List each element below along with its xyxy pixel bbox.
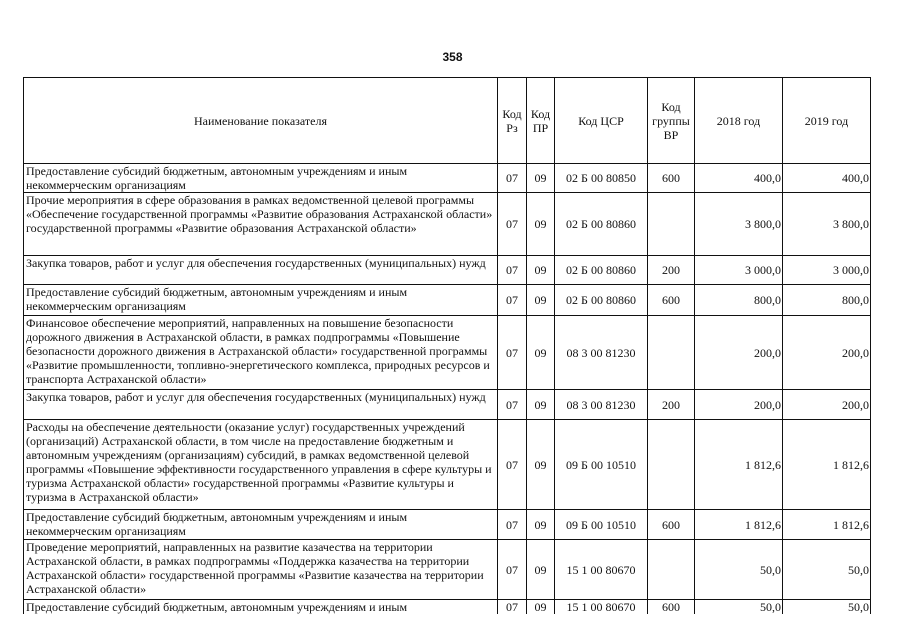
row-2019: 1 812,6 (783, 510, 871, 540)
header-pr: Код ПР (527, 78, 555, 164)
row-csr: 02 Б 00 80860 (555, 285, 648, 316)
row-name: Закупка товаров, работ и услуг для обеспечения государственных (муниципальных) нужд (24, 390, 498, 420)
row-2019: 800,0 (783, 285, 871, 316)
page-number: 358 (442, 50, 463, 64)
row-2018: 50,0 (695, 600, 783, 615)
row-2019: 400,0 (783, 164, 871, 193)
row-pr: 09 (527, 193, 555, 256)
header-2019: 2019 год (783, 78, 871, 164)
table-row (24, 540, 871, 600)
row-name: Финансовое обеспечение мероприятий, направленных на повышение безопасности дорожного движения в Астраханской области, в рамках подпрограммы «Повышение безопасности дорожного движения в Астраханской области» государственной программы «Развитие промышленности, топливно-энергетического комплекса, природных ресурсов и транспорта Астраханской области» (24, 316, 498, 390)
row-vr: 600 (648, 510, 695, 540)
row-csr: 09 Б 00 10510 (555, 420, 648, 510)
row-name: Закупка товаров, работ и услуг для обеспечения государственных (муниципальных) нужд (24, 256, 498, 285)
row-pr: 09 (527, 316, 555, 390)
row-rz: 07 (498, 285, 527, 316)
header-name: Наименование показателя (24, 78, 498, 164)
row-pr: 09 (527, 510, 555, 540)
table-row (24, 390, 871, 420)
row-2019: 1 812,6 (783, 420, 871, 510)
row-name: Предоставление субсидий бюджетным, автономным учреждениям и иным (24, 600, 498, 615)
row-vr: 600 (648, 164, 695, 193)
row-2019: 50,0 (783, 600, 871, 615)
row-rz: 07 (498, 193, 527, 256)
row-csr: 08 3 00 81230 (555, 316, 648, 390)
row-2019: 3 000,0 (783, 256, 871, 285)
header-csr: Код ЦСР (555, 78, 648, 164)
row-vr (648, 420, 695, 510)
row-2018: 200,0 (695, 390, 783, 420)
row-2019: 3 800,0 (783, 193, 871, 256)
row-vr (648, 316, 695, 390)
table-row (24, 193, 871, 256)
row-vr: 600 (648, 285, 695, 316)
table-row (24, 164, 871, 193)
row-2018: 400,0 (695, 164, 783, 193)
table-row (24, 256, 871, 285)
row-2018: 1 812,6 (695, 420, 783, 510)
table-row (24, 420, 871, 510)
row-vr: 600 (648, 600, 695, 615)
row-pr: 09 (527, 600, 555, 615)
row-csr: 08 3 00 81230 (555, 390, 648, 420)
row-name: Предоставление субсидий бюджетным, автономным учреждениям и иным некоммерческим организациям (24, 285, 498, 316)
row-csr: 15 1 00 80670 (555, 540, 648, 600)
row-2018: 800,0 (695, 285, 783, 316)
row-2018: 3 000,0 (695, 256, 783, 285)
row-csr: 02 Б 00 80860 (555, 193, 648, 256)
row-2018: 1 812,6 (695, 510, 783, 540)
row-rz: 07 (498, 256, 527, 285)
row-rz: 07 (498, 510, 527, 540)
row-name: Проведение мероприятий, направленных на развитие казачества на территории Астраханской области, в рамках подпрограммы «Поддержка казачества на территории Астраханской области» государственной программы «Развитие казачества на территории Астраханской области» (24, 540, 498, 600)
row-vr (648, 193, 695, 256)
row-csr: 02 Б 00 80850 (555, 164, 648, 193)
row-vr (648, 540, 695, 600)
row-2019: 200,0 (783, 316, 871, 390)
row-pr: 09 (527, 420, 555, 510)
row-pr: 09 (527, 164, 555, 193)
row-2018: 200,0 (695, 316, 783, 390)
row-csr: 15 1 00 80670 (555, 600, 648, 615)
row-rz: 07 (498, 390, 527, 420)
row-rz: 07 (498, 600, 527, 615)
row-rz: 07 (498, 316, 527, 390)
row-vr: 200 (648, 256, 695, 285)
row-pr: 09 (527, 540, 555, 600)
row-rz: 07 (498, 540, 527, 600)
header-vr: Код группы ВР (648, 78, 695, 164)
row-name: Предоставление субсидий бюджетным, автономным учреждениям и иным некоммерческим организациям (24, 510, 498, 540)
row-rz: 07 (498, 420, 527, 510)
header-2018: 2018 год (695, 78, 783, 164)
row-rz: 07 (498, 164, 527, 193)
row-name: Прочие мероприятия в сфере образования в рамках ведомственной целевой программы «Обеспечение государственной программы «Развитие образования Астраханской области» государственной программы «Развитие образования Астраханской области» (24, 193, 498, 256)
row-2018: 50,0 (695, 540, 783, 600)
row-csr: 02 Б 00 80860 (555, 256, 648, 285)
row-2019: 50,0 (783, 540, 871, 600)
table-row (24, 600, 871, 615)
row-pr: 09 (527, 285, 555, 316)
table-row (24, 510, 871, 540)
table-row (24, 316, 871, 390)
row-name: Предоставление субсидий бюджетным, автономным учреждениям и иным некоммерческим организациям (24, 164, 498, 193)
table-row (24, 285, 871, 316)
row-2019: 200,0 (783, 390, 871, 420)
header-rz: Код Рз (498, 78, 527, 164)
header-row (24, 78, 871, 164)
row-pr: 09 (527, 390, 555, 420)
row-name: Расходы на обеспечение деятельности (оказание услуг) государственных учреждений (организаций) Астраханской области, в том числе на предоставление бюджетным и автономным учреждениям (организациям) субсидий, в рамках ведомственной целевой программы «Повышение эффективности государственного управления в сфере культуры и туризма Астраханской области» государственной программы «Развитие культуры и туризма в Астраханской области» (24, 420, 498, 510)
row-2018: 3 800,0 (695, 193, 783, 256)
row-pr: 09 (527, 256, 555, 285)
row-vr: 200 (648, 390, 695, 420)
row-csr: 09 Б 00 10510 (555, 510, 648, 540)
budget-table (23, 77, 871, 614)
